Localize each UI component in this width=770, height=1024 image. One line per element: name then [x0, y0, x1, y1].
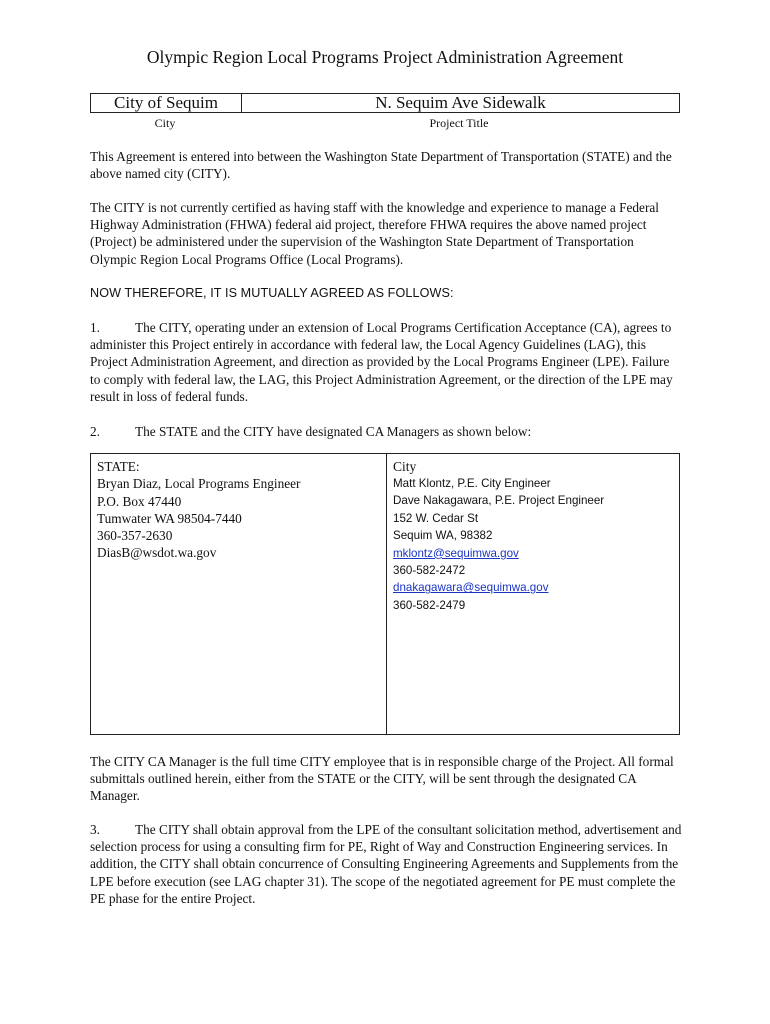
item-1-text: The CITY, operating under an extension of Local Programs Certification Acceptance (CA), agrees to administer this Project entirely in accordance with federal law, the Local Agency Guidelines (LAG), this Project Administration Agreement, and direction as provided by the Local Programs Engineer (LPE). Failure to comply with federal law, the LAG, this Project Administration Agreement, or the direction of the LPE may result in loss of federal funds.	[90, 320, 673, 404]
intro-paragraph-2: The CITY is not currently certified as having staff with the knowledge and experience to manage a Federal Highway Administration (FHWA) federal aid project, therefore FHWA requires the above named project (Project) be administered under the supervision of the Washington State Department of Transportation Olympic Region Local Programs Office (Local Programs).	[90, 200, 659, 267]
state-city-zip: Tumwater WA 98504-7440	[97, 510, 242, 526]
item-2-text: The STATE and the CITY have designated CA Managers as shown below:	[135, 424, 532, 439]
item-3-number: 3.	[90, 822, 100, 837]
document-title: Olympic Region Local Programs Project Administration Agreement	[146, 47, 624, 67]
city-engineer-email-link[interactable]: mklontz@sequimwa.gov	[393, 546, 519, 560]
header-fields-row	[90, 93, 680, 113]
state-ca-manager-cell	[91, 454, 387, 734]
city-city-zip: Sequim WA, 98382	[393, 529, 493, 543]
now-therefore-heading: NOW THEREFORE, IT IS MUTUALLY AGREED AS FOLLOWS:	[90, 286, 454, 300]
agreement-item-2	[90, 423, 682, 440]
city-caption: City	[154, 116, 176, 130]
item-3-text: The CITY shall obtain approval from the LPE of the consultant solicitation method, advertisement and selection process for using a consulting firm for PE, Right of Way and Construction Engineering services. In addition, the CITY shall obtain concurrence of Consulting Engineering Agreements and Supplements from the LPE before execution (see LAG chapter 31). The scope of the negotiated agreement for PE must complete the PE phase for the entire Project.	[90, 822, 682, 906]
city-street-address: 152 W. Cedar St	[393, 511, 479, 525]
city-engineer: Matt Klontz, P.E. City Engineer	[393, 477, 551, 490]
ca-managers-table	[90, 453, 680, 735]
city-engineer-phone: 360-582-2472	[393, 564, 466, 578]
state-manager-name: Bryan Diaz, Local Programs Engineer	[97, 476, 301, 492]
state-email: DiasB@wsdot.wa.gov	[97, 545, 217, 561]
state-heading: STATE:	[97, 459, 140, 474]
city-heading: City	[393, 459, 417, 474]
agreement-item-1	[90, 319, 682, 405]
project-engineer-phone: 360-582-2479	[393, 598, 466, 612]
item-2-number: 2.	[90, 424, 100, 439]
state-phone: 360-357-2630	[97, 528, 173, 544]
project-title-field: N. Sequim Ave Sidewalk	[375, 93, 546, 112]
project-title-caption: Project Title	[429, 116, 489, 130]
intro-paragraph-1: This Agreement is entered into between the Washington State Department of Transportation (STATE) and the above named city (CITY).	[90, 149, 672, 182]
city-ca-manager-cell	[387, 454, 679, 734]
project-engineer-email-link[interactable]: dnakagawara@sequimwa.gov	[393, 581, 549, 595]
agreement-item-3	[90, 821, 682, 907]
ca-manager-note: The CITY CA Manager is the full time CITY employee that is in responsible charge of the Project. All formal submittals outlined herein, either from the STATE or the CITY, will be sent through the designated CA Manager.	[90, 754, 674, 804]
city-field: City of Sequim	[91, 94, 242, 112]
state-po-box: P.O. Box 47440	[97, 493, 182, 509]
project-engineer: Dave Nakagawara, P.E. Project Engineer	[393, 494, 605, 508]
item-1-number: 1.	[90, 320, 100, 335]
